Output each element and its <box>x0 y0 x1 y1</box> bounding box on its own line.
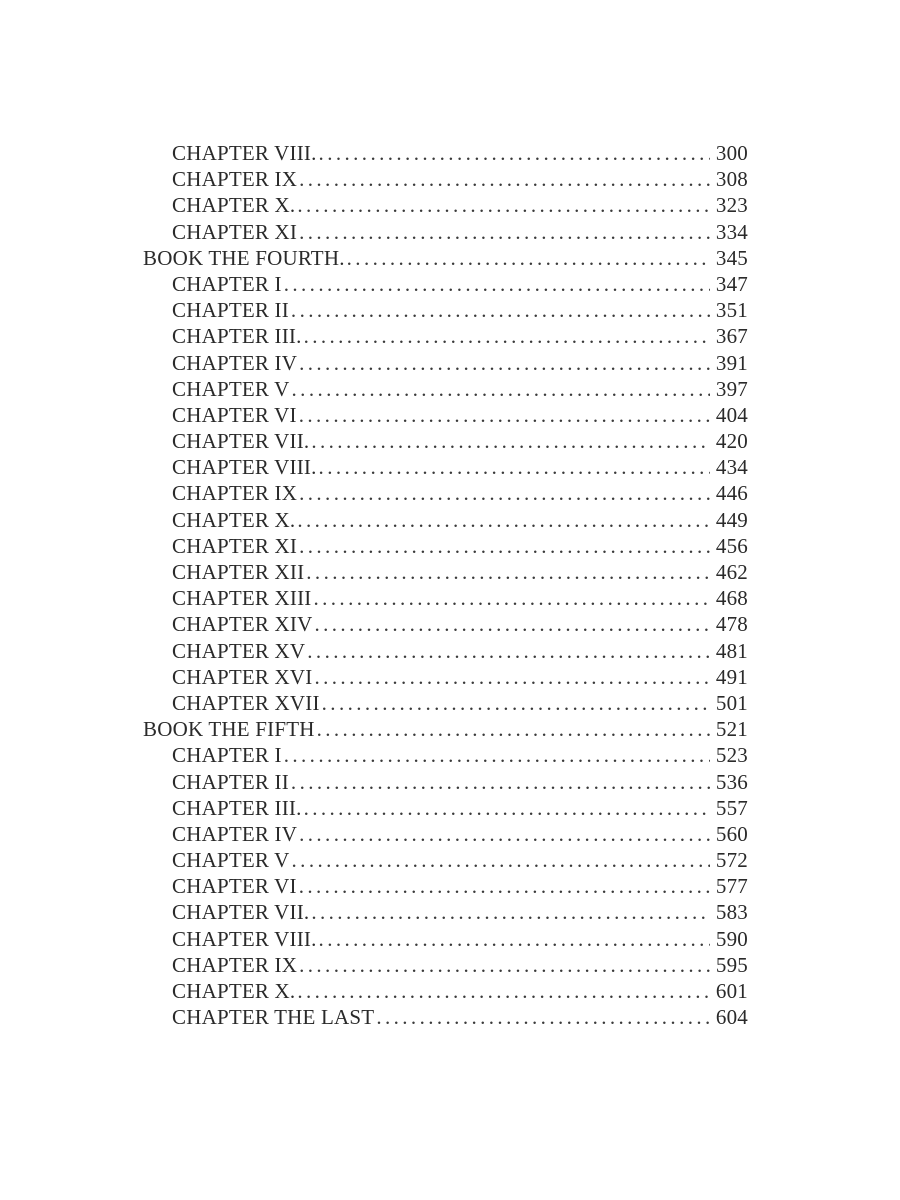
toc-entry-page-number: 308 <box>715 167 748 192</box>
toc-entry-page-number: 478 <box>715 612 748 637</box>
dot-leader <box>347 245 710 271</box>
toc-chapter-entry[interactable] <box>0 769 900 795</box>
dot-leader <box>322 690 710 716</box>
toc-chapter-entry[interactable] <box>0 638 900 664</box>
toc-entry-label: CHAPTER IX <box>172 952 298 977</box>
toc-entry-page-number: 449 <box>715 507 748 532</box>
toc-chapter-entry[interactable] <box>0 507 900 533</box>
toc-entry-label: CHAPTER VIII. <box>172 455 317 480</box>
dot-leader <box>311 899 710 925</box>
dot-leader <box>319 454 710 480</box>
toc-entry-label: CHAPTER XV <box>172 638 306 663</box>
toc-entry-label: CHAPTER XI <box>172 533 298 558</box>
dot-leader <box>304 323 710 349</box>
toc-chapter-entry[interactable] <box>0 585 900 611</box>
toc-entry-page-number: 536 <box>715 769 748 794</box>
toc-entry-label: CHAPTER IX <box>172 481 298 506</box>
toc-chapter-entry[interactable] <box>0 350 900 376</box>
toc-chapter-entry[interactable] <box>0 821 900 847</box>
table-of-contents <box>0 140 900 1030</box>
toc-entry-label: CHAPTER XVII <box>172 690 320 715</box>
toc-chapter-entry[interactable] <box>0 664 900 690</box>
dot-leader <box>307 638 710 664</box>
toc-book-entry[interactable] <box>0 716 900 742</box>
toc-chapter-entry[interactable] <box>0 978 900 1004</box>
toc-entry-page-number: 468 <box>715 586 748 611</box>
toc-entry-label: CHAPTER I <box>172 271 282 296</box>
dot-leader <box>299 952 710 978</box>
toc-chapter-entry[interactable] <box>0 952 900 978</box>
toc-chapter-entry[interactable] <box>0 533 900 559</box>
toc-entry-page-number: 577 <box>715 874 748 899</box>
toc-entry-page-number: 300 <box>715 141 748 165</box>
toc-entry-label: CHAPTER X. <box>172 193 296 218</box>
toc-entry-label: CHAPTER X. <box>172 979 296 1003</box>
dot-leader <box>311 428 710 454</box>
toc-entry-label: CHAPTER VI <box>172 402 297 427</box>
toc-book-entry[interactable] <box>0 245 900 271</box>
dot-leader <box>297 507 710 533</box>
dot-leader <box>297 192 710 218</box>
toc-entry-label: CHAPTER VII. <box>172 429 310 454</box>
toc-chapter-entry[interactable] <box>0 297 900 323</box>
toc-entry-label: CHAPTER IV <box>172 350 298 375</box>
toc-entry-label: CHAPTER II <box>172 769 289 794</box>
dot-leader <box>299 821 710 847</box>
toc-chapter-entry[interactable] <box>0 376 900 402</box>
toc-entry-label: CHAPTER VI <box>172 874 297 899</box>
toc-entry-label: CHAPTER III. <box>172 324 302 349</box>
toc-entry-page-number: 521 <box>715 717 748 742</box>
dot-leader <box>319 140 710 166</box>
toc-entry-page-number: 397 <box>715 376 748 401</box>
dot-leader <box>299 350 710 376</box>
toc-chapter-entry[interactable] <box>0 402 900 428</box>
toc-entry-page-number: 391 <box>715 350 748 375</box>
toc-chapter-entry[interactable] <box>0 219 900 245</box>
toc-entry-page-number: 481 <box>715 638 748 663</box>
toc-entry-label: BOOK THE FIFTH <box>143 717 315 742</box>
toc-chapter-entry[interactable] <box>0 428 900 454</box>
dot-leader <box>292 847 710 873</box>
toc-chapter-entry[interactable] <box>0 271 900 297</box>
toc-entry-page-number: 434 <box>715 455 748 480</box>
toc-entry-label: CHAPTER THE LAST <box>172 1005 375 1030</box>
toc-chapter-entry[interactable] <box>0 611 900 637</box>
toc-chapter-entry[interactable] <box>0 899 900 925</box>
toc-entry-page-number: 420 <box>715 429 748 454</box>
dot-leader <box>299 166 710 192</box>
toc-entry-page-number: 601 <box>715 979 748 1003</box>
toc-entry-label: BOOK THE FOURTH. <box>143 245 345 270</box>
toc-entry-label: CHAPTER V <box>172 848 290 873</box>
toc-entry-label: CHAPTER XIV <box>172 612 313 637</box>
toc-entry-page-number: 590 <box>715 926 748 951</box>
dot-leader <box>297 978 710 1004</box>
dot-leader <box>292 376 710 402</box>
toc-chapter-entry[interactable] <box>0 192 900 218</box>
toc-entry-page-number: 583 <box>715 900 748 925</box>
toc-entry-page-number: 560 <box>715 821 748 846</box>
toc-entry-page-number: 523 <box>715 743 748 768</box>
toc-entry-page-number: 367 <box>715 324 748 349</box>
toc-entry-page-number: 462 <box>715 560 748 584</box>
toc-entry-label: CHAPTER XI <box>172 219 298 244</box>
toc-entry-label: CHAPTER V <box>172 376 290 401</box>
dot-leader <box>314 664 710 690</box>
toc-entry-label: CHAPTER IX <box>172 167 298 192</box>
toc-entry-page-number: 604 <box>715 1005 748 1030</box>
toc-chapter-entry[interactable] <box>0 166 900 192</box>
toc-entry-page-number: 446 <box>715 481 748 506</box>
toc-entry-page-number: 351 <box>715 298 748 323</box>
toc-chapter-entry[interactable] <box>0 926 900 952</box>
toc-chapter-entry[interactable] <box>0 480 900 506</box>
toc-entry-page-number: 345 <box>715 245 748 270</box>
toc-entry-label: CHAPTER VIII. <box>172 141 317 165</box>
dot-leader <box>304 795 710 821</box>
toc-chapter-entry[interactable] <box>0 847 900 873</box>
dot-leader <box>299 533 710 559</box>
toc-chapter-entry[interactable] <box>0 873 900 899</box>
toc-entry-label: CHAPTER I <box>172 743 282 768</box>
dot-leader <box>299 402 710 428</box>
dot-leader <box>319 926 710 952</box>
toc-entry-label: CHAPTER II <box>172 298 289 323</box>
toc-chapter-entry[interactable] <box>0 742 900 768</box>
toc-entry-page-number: 572 <box>715 848 748 873</box>
dot-leader <box>306 559 710 585</box>
toc-entry-label: CHAPTER XIII <box>172 586 312 611</box>
toc-entry-page-number: 347 <box>715 271 748 296</box>
toc-entry-label: CHAPTER XVI <box>172 664 313 689</box>
dot-leader <box>291 769 710 795</box>
toc-entry-page-number: 595 <box>715 952 748 977</box>
toc-entry-label: CHAPTER X. <box>172 507 296 532</box>
toc-entry-label: CHAPTER VII. <box>172 900 310 925</box>
toc-entry-label: CHAPTER III. <box>172 795 302 820</box>
toc-entry-page-number: 323 <box>715 193 748 218</box>
toc-chapter-entry[interactable] <box>0 559 900 585</box>
dot-leader <box>284 742 710 768</box>
toc-entry-page-number: 404 <box>715 402 748 427</box>
dot-leader <box>314 611 710 637</box>
toc-entry-page-number: 557 <box>715 795 748 820</box>
dot-leader <box>376 1004 710 1030</box>
toc-chapter-entry[interactable] <box>0 795 900 821</box>
dot-leader <box>317 716 710 742</box>
dot-leader <box>299 219 710 245</box>
toc-entry-page-number: 456 <box>715 533 748 558</box>
toc-chapter-entry[interactable] <box>0 1004 900 1030</box>
toc-chapter-entry[interactable] <box>0 323 900 349</box>
toc-chapter-entry[interactable] <box>0 690 900 716</box>
dot-leader <box>291 297 710 323</box>
toc-chapter-entry[interactable] <box>0 454 900 480</box>
dot-leader <box>284 271 710 297</box>
dot-leader <box>299 873 710 899</box>
toc-entry-page-number: 334 <box>715 219 748 244</box>
toc-entry-page-number: 491 <box>715 664 748 689</box>
toc-entry-page-number: 501 <box>715 690 748 715</box>
toc-entry-label: CHAPTER XII <box>172 560 305 584</box>
dot-leader <box>299 480 710 506</box>
toc-entry-label: CHAPTER VIII. <box>172 926 317 951</box>
dot-leader <box>313 585 710 611</box>
toc-chapter-entry[interactable] <box>0 140 900 166</box>
toc-entry-label: CHAPTER IV <box>172 821 298 846</box>
